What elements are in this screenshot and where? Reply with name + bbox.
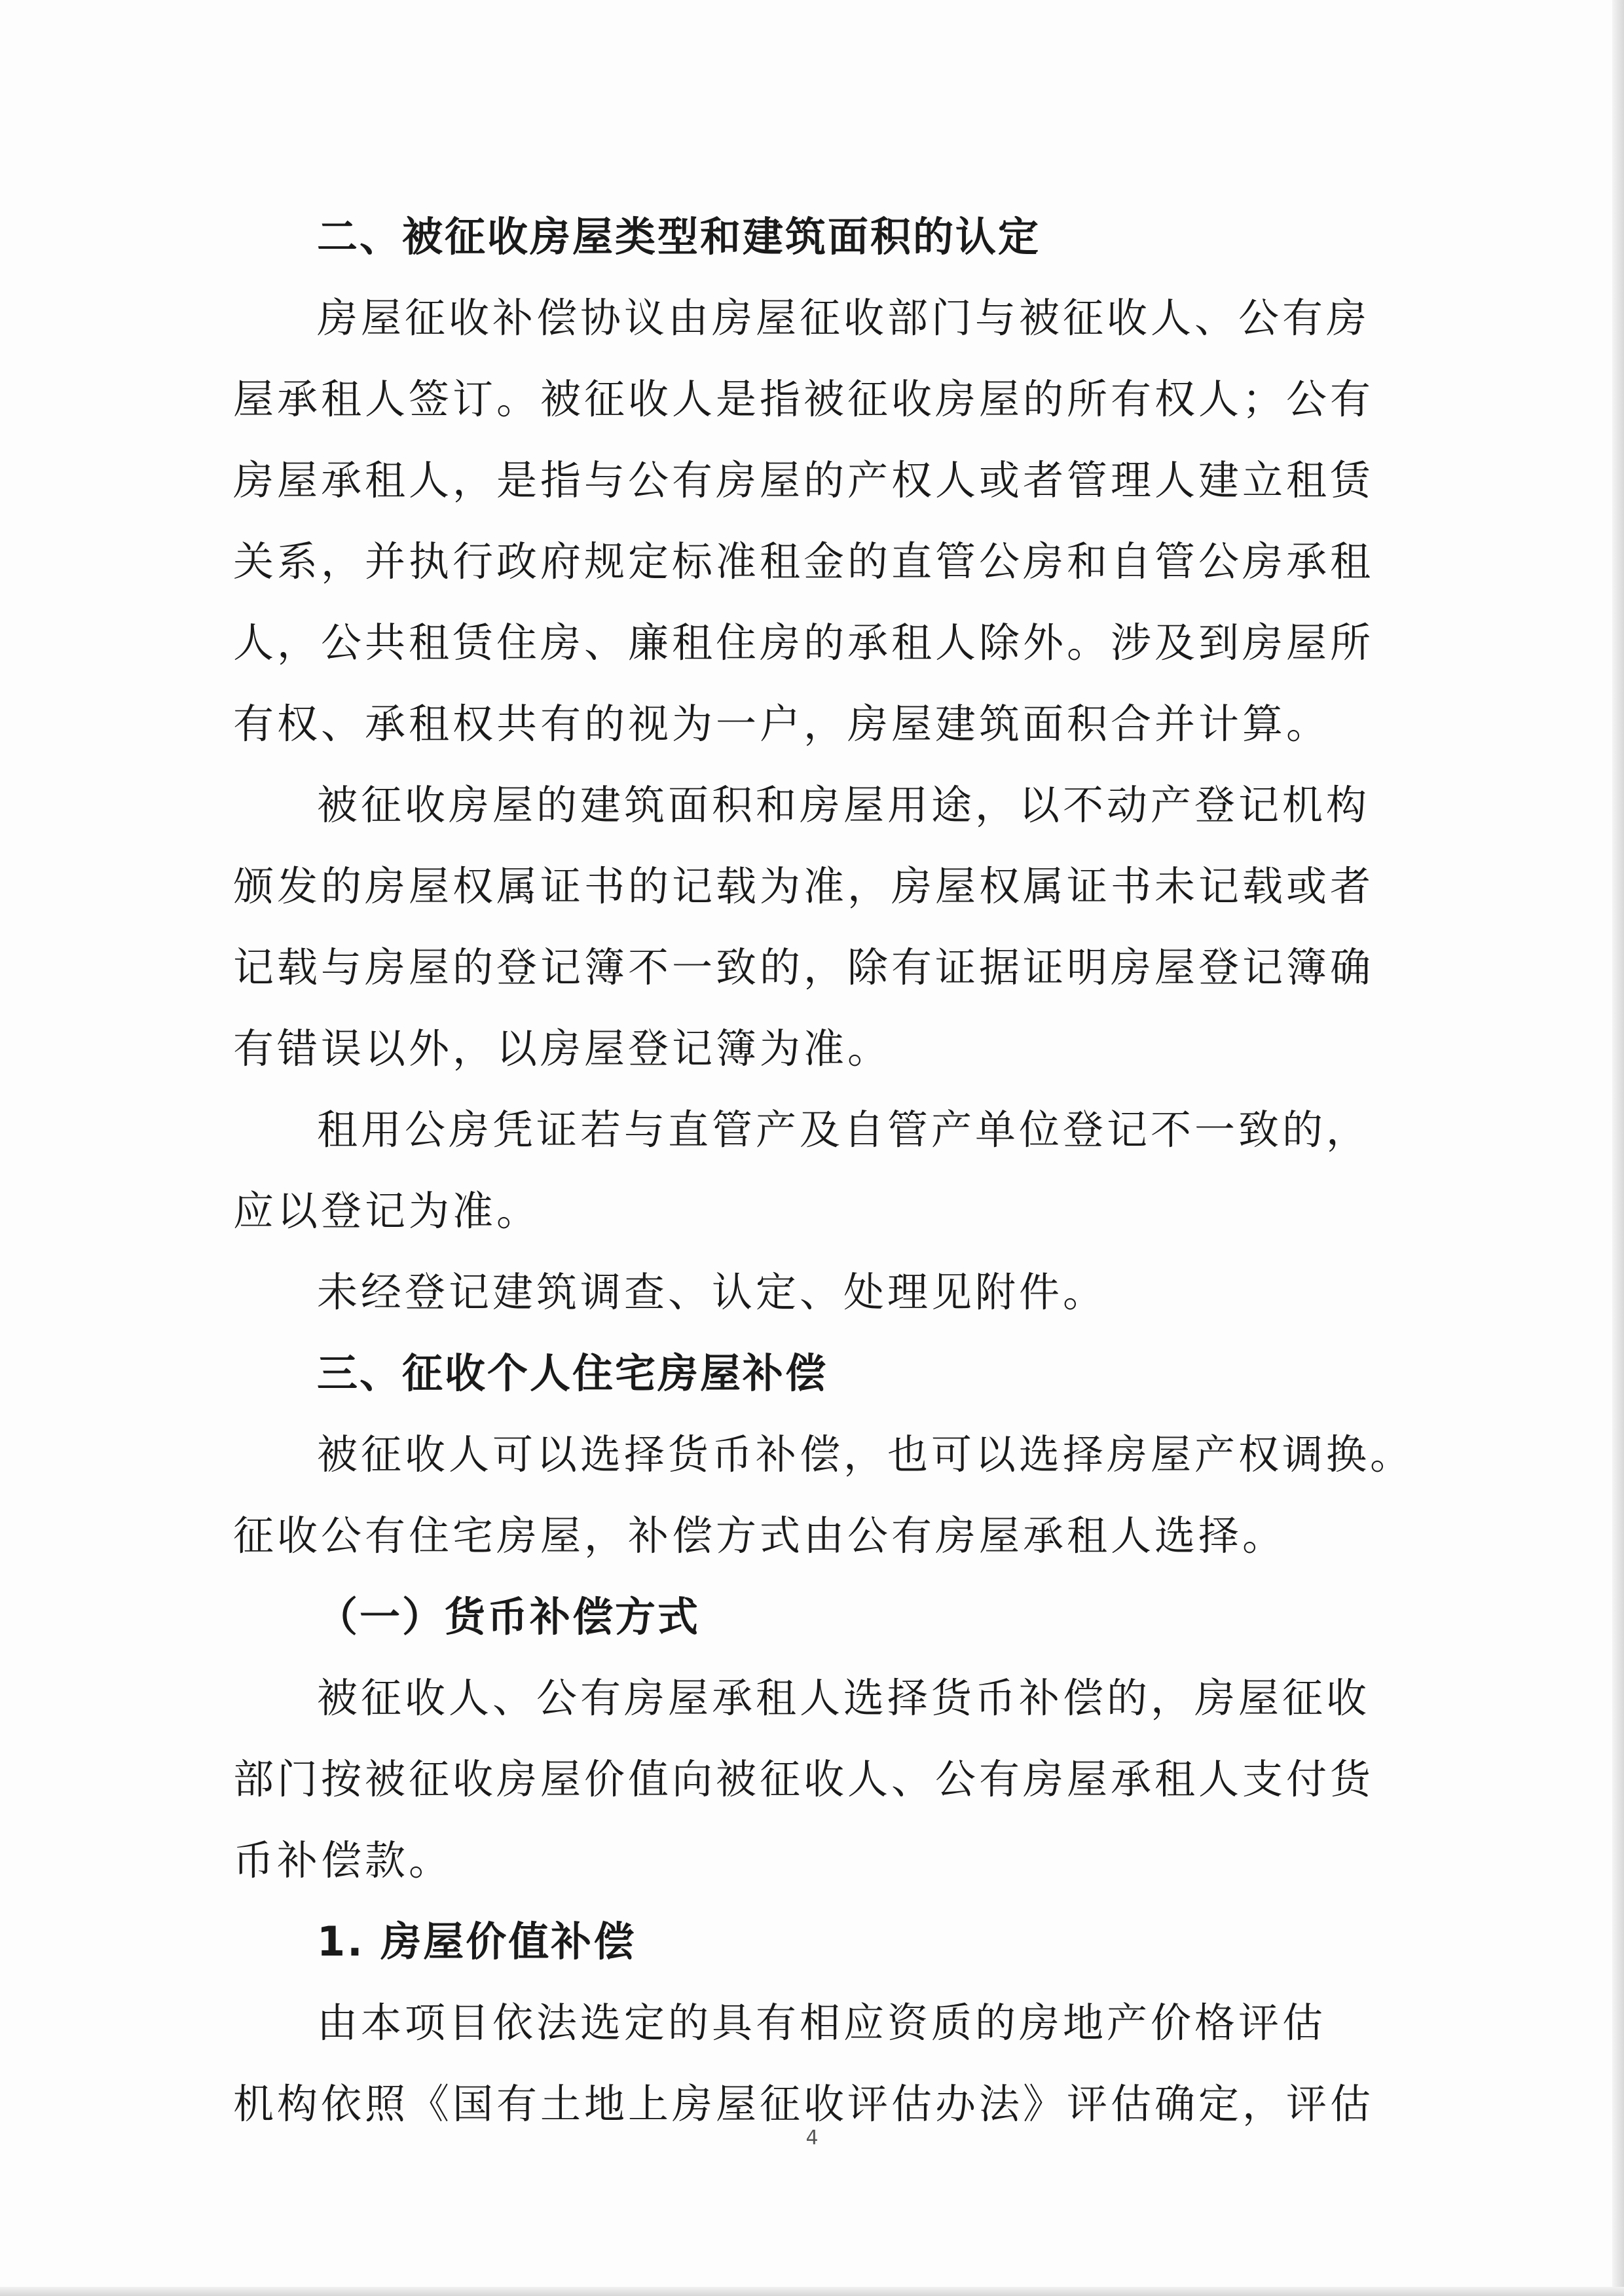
paragraph-line: 机构依照《国有土地上房屋征收评估办法》评估确定，评估: [233, 2080, 1375, 2128]
paragraph-line: 屋承租人签订。被征收人是指被征收房屋的所有权人；公有: [233, 375, 1375, 423]
paragraph-line: 币补偿款。: [233, 1836, 453, 1884]
section-heading-3: 三、征收个人住宅房屋补偿: [317, 1349, 828, 1397]
paragraph-line: 租用公房凭证若与直管产及自管产单位登记不一致的，: [317, 1106, 1371, 1154]
paragraph-line: 被征收房屋的建筑面积和房屋用途，以不动产登记机构: [317, 781, 1371, 829]
paragraph-line: 被征收人可以选择货币补偿，也可以选择房屋产权调换。: [317, 1430, 1414, 1478]
paragraph-line: 征收公有住宅房屋，补偿方式由公有房屋承租人选择。: [233, 1512, 1287, 1559]
paragraph-line: 房屋承租人，是指与公有房屋的产权人或者管理人建立租赁: [233, 456, 1375, 504]
paragraph-line: 关系，并执行政府规定标准租金的直管公房和自管公房承租: [233, 538, 1375, 585]
page-number: 4: [805, 2126, 819, 2149]
item-heading-1: 1. 房屋价值补偿: [317, 1918, 637, 1965]
paragraph-line: 未经登记建筑调查、认定、处理见附件。: [317, 1268, 1107, 1316]
paragraph-line: 人，公共租赁住房、廉租住房的承租人除外。涉及到房屋所: [233, 619, 1375, 666]
paragraph-line: 应以登记为准。: [233, 1187, 541, 1235]
scan-edge-bottom: [0, 2287, 1624, 2296]
scan-edge-right: [1612, 0, 1624, 2296]
paragraph-line: 有权、承租权共有的视为一户，房屋建筑面积合并计算。: [233, 700, 1331, 748]
section-heading-2: 二、被征收房屋类型和建筑面积的认定: [317, 213, 1041, 261]
document-body: [233, 196, 1414, 2145]
paragraph-line: 颁发的房屋权属证书的记载为准，房屋权属证书未记载或者: [233, 862, 1375, 910]
paragraph-line: 有错误以外，以房屋登记簿为准。: [233, 1025, 892, 1072]
paragraph-line: 被征收人、公有房屋承租人选择货币补偿的，房屋征收: [317, 1674, 1371, 1722]
paragraph-line: 记载与房屋的登记簿不一致的，除有证据证明房屋登记簿确: [233, 943, 1375, 991]
paragraph-line: 部门按被征收房屋价值向被征收人、公有房屋承租人支付货: [233, 1755, 1375, 1803]
paragraph-line: 由本项目依法选定的具有相应资质的房地产价格评估: [317, 1999, 1327, 2047]
subsection-heading-1: （一）货币补偿方式: [317, 1593, 701, 1641]
paragraph-line: 房屋征收补偿协议由房屋征收部门与被征收人、公有房: [317, 294, 1371, 342]
